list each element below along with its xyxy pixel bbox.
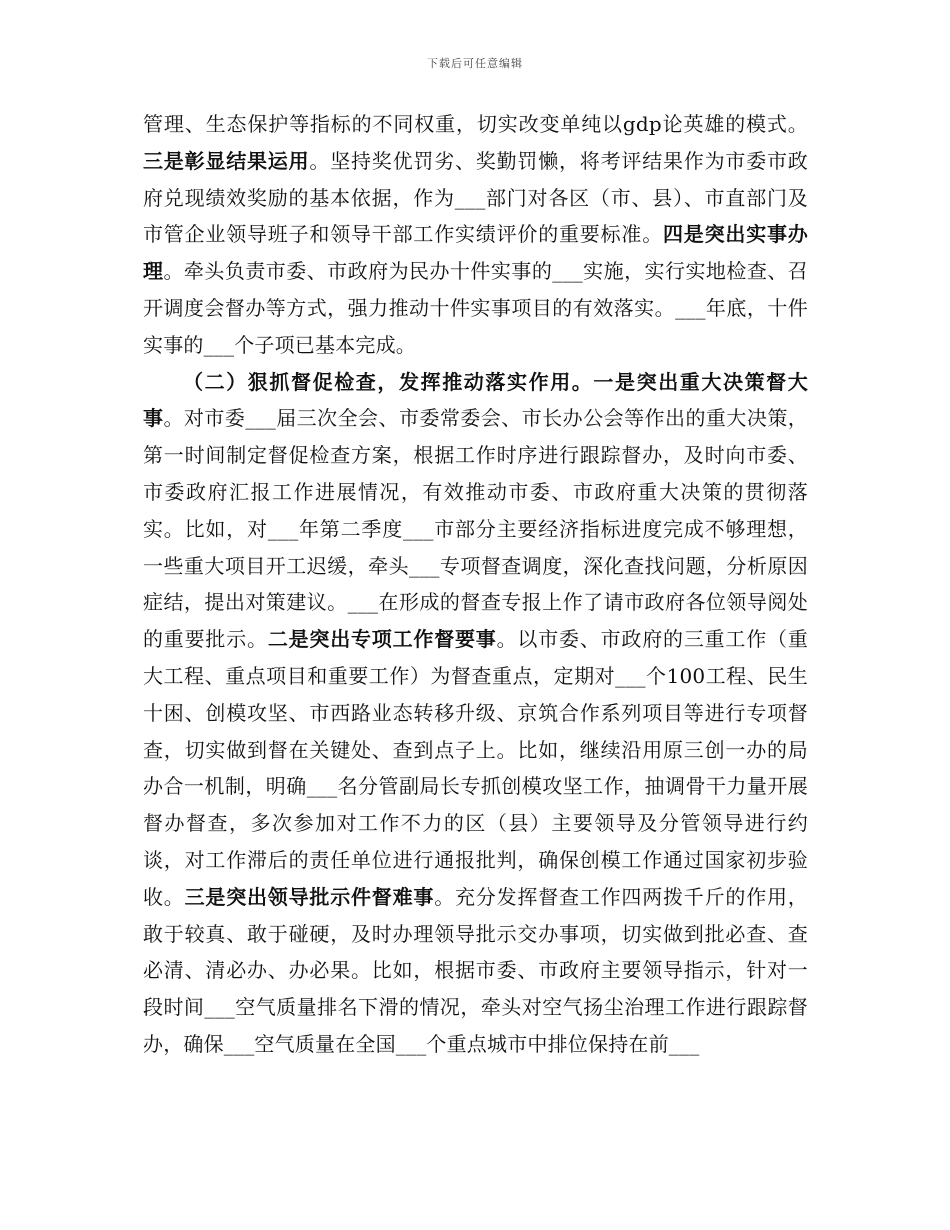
bold-heading: 三是彰显结果运用	[143, 148, 310, 173]
section-heading: （二）狠抓督促检查，发挥推动落实作用。一是突出重大决策督大事	[143, 369, 808, 431]
paragraph	[143, 364, 808, 1063]
text-run: 。坚持奖优罚劣、奖勤罚懒，将考评结果作为市委市政府兑现绩效奖励的基本依据，作为___部门对各区（市、县）、市直部门及市管企业领导班子和领导干部工作实绩评价的重要标准。	[143, 148, 808, 247]
document-body	[143, 106, 808, 1063]
text-run: 。牵头负责市委、市政府为民办十件实事的___实施，实行实地检查、召开调度会督办等方式，强力推动十件实事项目的有效落实。___年底，十件实事的___个子项已基本完成。	[143, 259, 808, 357]
page-header: 下载后可任意编辑	[427, 57, 523, 70]
bold-heading: 二是突出专项工作督要事	[267, 627, 497, 652]
bold-heading: 四是突出实事办理	[143, 222, 808, 284]
text-run: 管理、生态保护等指标的不同权重，切实改变单纯以gdp论英雄的模式。	[143, 112, 808, 136]
text-run: 。充分发挥督查工作四两拨千斤的作用，敢于较真、敢于碰硬，及时办理领导批示交办事项，切实做到批必查、查必清、清必办、办必果。比如，根据市委、市政府主要领导指示，针对一段时间___空气质量排名下滑的情况，牵头对空气扬尘治理工作进行跟踪督办，确保___空气质量在全国___个重点城市中排位保持在前___	[143, 884, 808, 1056]
text-run: 。对市委___届三次全会、市委常委会、市长办公会等作出的重大决策，第一时间制定督促检查方案，根据工作时序进行跟踪督办，及时向市委、市委政府汇报工作进展情况，有效推动市委、市政府重大决策的贯彻落实。比如，对___年第二季度___市部分主要经济指标进度完成不够理想，一些重大项目开工迟缓，牵头___专项督查调度，深化查找问题，分析原因症结，提出对策建议。___在形成的督查专报上作了请市政府各位领导阅处的重要批示。	[143, 406, 808, 652]
paragraph	[143, 106, 808, 364]
text-run: 。以市委、市政府的三重工作（重大工程、重点项目和重要工作）为督查重点，定期对___个100工程、民生十困、创模攻坚、市西路业态转移升级、京筑合作系列项目等进行专项督查，切实做到督在关键处、查到点子上。比如，继续沿用原三创一办的局办合一机制，明确___名分管副局长专抓创模攻坚工作，抽调骨干力量开展督办督查，多次参加对工作不力的区（县）主要领导及分管领导进行约谈，对工作滞后的责任单位进行通报批判，确保创模工作通过国家初步验收。	[143, 627, 809, 909]
bold-heading: 三是突出领导批示件督难事	[184, 884, 435, 909]
